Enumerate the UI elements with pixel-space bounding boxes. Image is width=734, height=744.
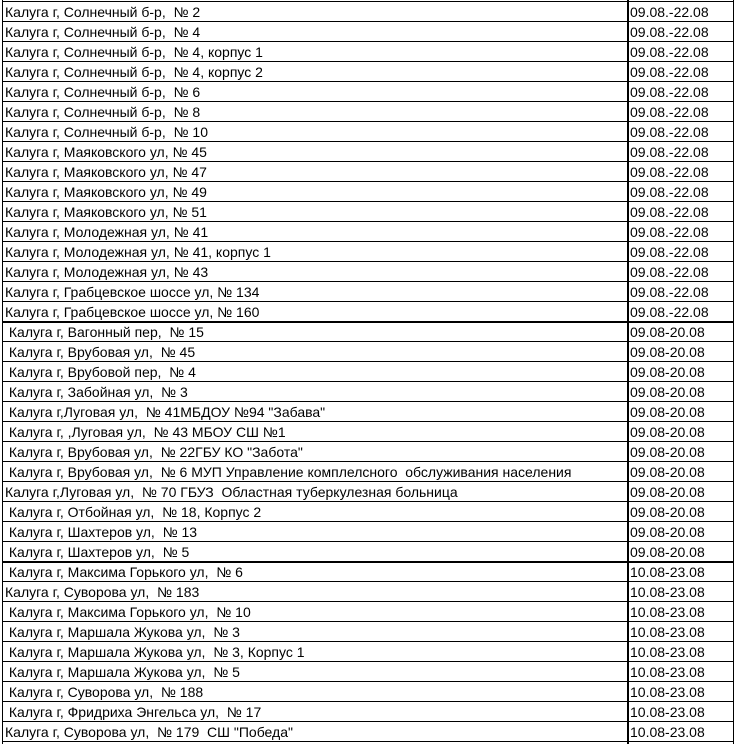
table-row (0, 602, 734, 622)
address-cell: Калуга г, Солнечный б-р, № 2 (5, 4, 201, 20)
grid-line-horizontal (2, 541, 734, 542)
grid-line-horizontal (2, 701, 734, 702)
grid-line-horizontal (2, 581, 734, 582)
date-range-cell: 09.08-20.08 (630, 524, 705, 540)
grid-line-horizontal (2, 661, 734, 662)
grid-line-horizontal (2, 101, 734, 102)
address-cell: Калуга г,Луговая ул, № 41МБДОУ №94 "Забава" (5, 404, 326, 420)
date-range-cell: 09.08-20.08 (630, 424, 705, 440)
grid-line-horizontal (2, 301, 734, 302)
date-range-cell: 09.08.-22.08 (630, 44, 709, 60)
address-cell: Калуга г, Шахтеров ул, № 13 (5, 524, 198, 540)
table-row (0, 462, 734, 482)
grid-line-horizontal (2, 461, 734, 462)
grid-line-horizontal (2, 741, 734, 742)
address-cell: Калуга г, Суворова ул, № 188 (5, 684, 204, 700)
date-range-cell: 09.08.-22.08 (630, 124, 709, 140)
date-range-cell: 09.08-20.08 (630, 344, 705, 360)
table-row (0, 622, 734, 642)
date-range-cell: 10.08-23.08 (630, 664, 705, 680)
address-cell: Калуга г, Врубовая ул, № 22ГБУ КО "Забота" (5, 444, 303, 460)
grid-line-horizontal (2, 181, 734, 182)
address-cell: Калуга г, Отбойная ул, № 18, Корпус 2 (5, 504, 262, 520)
address-cell: Калуга г, Шахтеров ул, № 5 (5, 544, 190, 560)
table-row (0, 282, 734, 302)
address-cell: Калуга г, Молодежная ул, № 41 (5, 224, 209, 240)
address-cell: Калуга г, Маяковского ул, № 45 (5, 144, 207, 160)
table-row (0, 422, 734, 442)
date-range-cell: 10.08-23.08 (630, 624, 705, 640)
date-range-cell: 09.08.-22.08 (630, 304, 709, 320)
table-row (0, 142, 734, 162)
grid-line-horizontal (2, 641, 734, 642)
table-row (0, 242, 734, 262)
table-row (0, 542, 734, 562)
grid-line-horizontal (2, 561, 734, 563)
table-row (0, 362, 734, 382)
grid-line-horizontal (2, 261, 734, 262)
grid-line-vertical (2, 0, 3, 744)
table-row (0, 402, 734, 422)
address-cell: Калуга г, Молодежная ул, № 41, корпус 1 (5, 244, 271, 260)
date-range-cell: 10.08-23.08 (630, 584, 705, 600)
grid-line-horizontal (2, 1, 734, 2)
address-cell: Калуга г, Маяковского ул, № 51 (5, 204, 207, 220)
address-cell: Калуга г, Солнечный б-р, № 6 (5, 84, 201, 100)
table-row (0, 342, 734, 362)
address-cell: Калуга г, Солнечный б-р, № 10 (5, 124, 208, 140)
grid-line-horizontal (2, 721, 734, 722)
table-row (0, 222, 734, 242)
grid-line-horizontal (2, 201, 734, 202)
date-range-cell: 09.08.-22.08 (630, 244, 709, 260)
address-cell: Калуга г, Маяковского ул, № 49 (5, 184, 207, 200)
grid-line-horizontal (2, 41, 734, 42)
table-row (0, 82, 734, 102)
address-cell: Калуга г, Фридриха Энгельса ул, № 17 (5, 704, 262, 720)
date-range-cell: 09.08.-22.08 (630, 204, 709, 220)
table-row (0, 682, 734, 702)
grid-line-horizontal (2, 341, 734, 342)
grid-line-horizontal (2, 281, 734, 282)
table-row (0, 502, 734, 522)
table-row (0, 122, 734, 142)
grid-line-horizontal (2, 81, 734, 82)
address-cell: Калуга г, Врубовая ул, № 45 (5, 344, 196, 360)
date-range-cell: 09.08-20.08 (630, 464, 705, 480)
grid-line-horizontal (2, 681, 734, 682)
date-range-cell: 09.08.-22.08 (630, 264, 709, 280)
address-cell: Калуга г, Солнечный б-р, № 4, корпус 2 (5, 64, 263, 80)
address-cell: Калуга г,Луговая ул, № 70 ГБУЗ Областная туберкулезная больница (5, 484, 458, 500)
address-cell: Калуга г, Солнечный б-р, № 4, корпус 1 (5, 44, 263, 60)
grid-line-horizontal (2, 521, 734, 522)
address-cell: Калуга г, Грабцевское шоссе ул, № 134 (5, 284, 260, 300)
date-range-cell: 10.08-23.08 (630, 684, 705, 700)
table-row (0, 722, 734, 742)
date-range-cell: 09.08.-22.08 (630, 164, 709, 180)
grid-line-horizontal (2, 121, 734, 122)
date-range-cell: 10.08-23.08 (630, 704, 705, 720)
grid-line-horizontal (2, 401, 734, 402)
table-row (0, 522, 734, 542)
table-row (0, 382, 734, 402)
table-row (0, 562, 734, 582)
table-row (0, 62, 734, 82)
table-row (0, 442, 734, 462)
address-cell: Калуга г, Грабцевское шоссе ул, № 160 (5, 304, 260, 320)
date-range-cell: 09.08-20.08 (630, 544, 705, 560)
grid-line-horizontal (2, 421, 734, 422)
address-cell: Калуга г, Молодежная ул, № 43 (5, 264, 209, 280)
table-row (0, 662, 734, 682)
date-range-cell: 09.08-20.08 (630, 444, 705, 460)
grid-line-horizontal (2, 621, 734, 622)
table-row (0, 302, 734, 322)
address-cell: Калуга г, Врубовой пер, № 4 (5, 364, 196, 380)
address-cell: Калуга г, Солнечный б-р, № 8 (5, 104, 201, 120)
address-cell: Калуга г, Маршала Жукова ул, № 3, Корпус 1 (5, 644, 305, 660)
date-range-cell: 09.08.-22.08 (630, 224, 709, 240)
date-range-cell: 10.08-23.08 (630, 724, 705, 740)
grid-line-horizontal (2, 381, 734, 382)
date-range-cell: 09.08.-22.08 (630, 24, 709, 40)
address-cell: Калуга г, Максима Горького ул, № 10 (5, 604, 251, 620)
table-row (0, 2, 734, 22)
date-range-cell: 09.08.-22.08 (630, 64, 709, 80)
address-cell: Калуга г, Врубовая ул, № 6 МУП Управление комплелсного обслуживания населения (5, 464, 572, 480)
grid-line-horizontal (2, 161, 734, 162)
grid-line-horizontal (2, 241, 734, 242)
address-cell: Калуга г, Суворова ул, № 183 (5, 584, 200, 600)
date-range-cell: 09.08.-22.08 (630, 144, 709, 160)
date-range-cell: 09.08.-22.08 (630, 104, 709, 120)
address-cell: Калуга г, Маршала Жукова ул, № 5 (5, 664, 240, 680)
date-range-cell: 09.08-20.08 (630, 384, 705, 400)
grid-line-horizontal (2, 221, 734, 222)
date-range-cell: 10.08-23.08 (630, 564, 705, 580)
table-row (0, 582, 734, 602)
grid-line-horizontal (2, 441, 734, 442)
grid-line-horizontal (2, 141, 734, 142)
table-row (0, 102, 734, 122)
date-range-cell: 09.08.-22.08 (630, 84, 709, 100)
date-range-cell: 09.08.-22.08 (630, 284, 709, 300)
grid-line-horizontal (2, 601, 734, 602)
table-row (0, 262, 734, 282)
table-row (0, 702, 734, 722)
table-row (0, 182, 734, 202)
address-cell: Калуга г, Суворова ул, № 179 СШ "Победа" (5, 724, 293, 740)
date-range-cell: 10.08-23.08 (630, 604, 705, 620)
date-range-cell: 09.08.-22.08 (630, 184, 709, 200)
address-cell: Калуга г, Маршала Жукова ул, № 3 (5, 624, 240, 640)
grid-line-horizontal (2, 321, 734, 323)
grid-line-horizontal (2, 481, 734, 482)
address-cell: Калуга г, Забойная ул, № 3 (5, 384, 188, 400)
date-range-cell: 09.08-20.08 (630, 504, 705, 520)
date-range-cell: 09.08-20.08 (630, 404, 705, 420)
grid-line-horizontal (2, 361, 734, 362)
grid-line-horizontal (2, 61, 734, 62)
table-row (0, 642, 734, 662)
address-cell: Калуга г, Вагонный пер, № 15 (5, 324, 204, 340)
table-row (0, 22, 734, 42)
table-row (0, 42, 734, 62)
address-cell: Калуга г, ,Луговая ул, № 43 МБОУ СШ №1 (5, 424, 286, 440)
grid-line-vertical (627, 0, 629, 744)
date-range-cell: 09.08-20.08 (630, 484, 705, 500)
address-cell: Калуга г, Максима Горького ул, № 6 (5, 564, 243, 580)
grid-line-horizontal (2, 21, 734, 22)
address-cell: Калуга г, Маяковского ул, № 47 (5, 164, 207, 180)
table-row (0, 162, 734, 182)
table-row (0, 202, 734, 222)
address-cell: Калуга г, Солнечный б-р, № 4 (5, 24, 201, 40)
table-row (0, 322, 734, 342)
date-range-cell: 09.08-20.08 (630, 364, 705, 380)
date-range-cell: 09.08.-22.08 (630, 4, 709, 20)
date-range-cell: 10.08-23.08 (630, 644, 705, 660)
table-row (0, 482, 734, 502)
date-range-cell: 09.08-20.08 (630, 324, 705, 340)
grid-line-horizontal (2, 501, 734, 502)
